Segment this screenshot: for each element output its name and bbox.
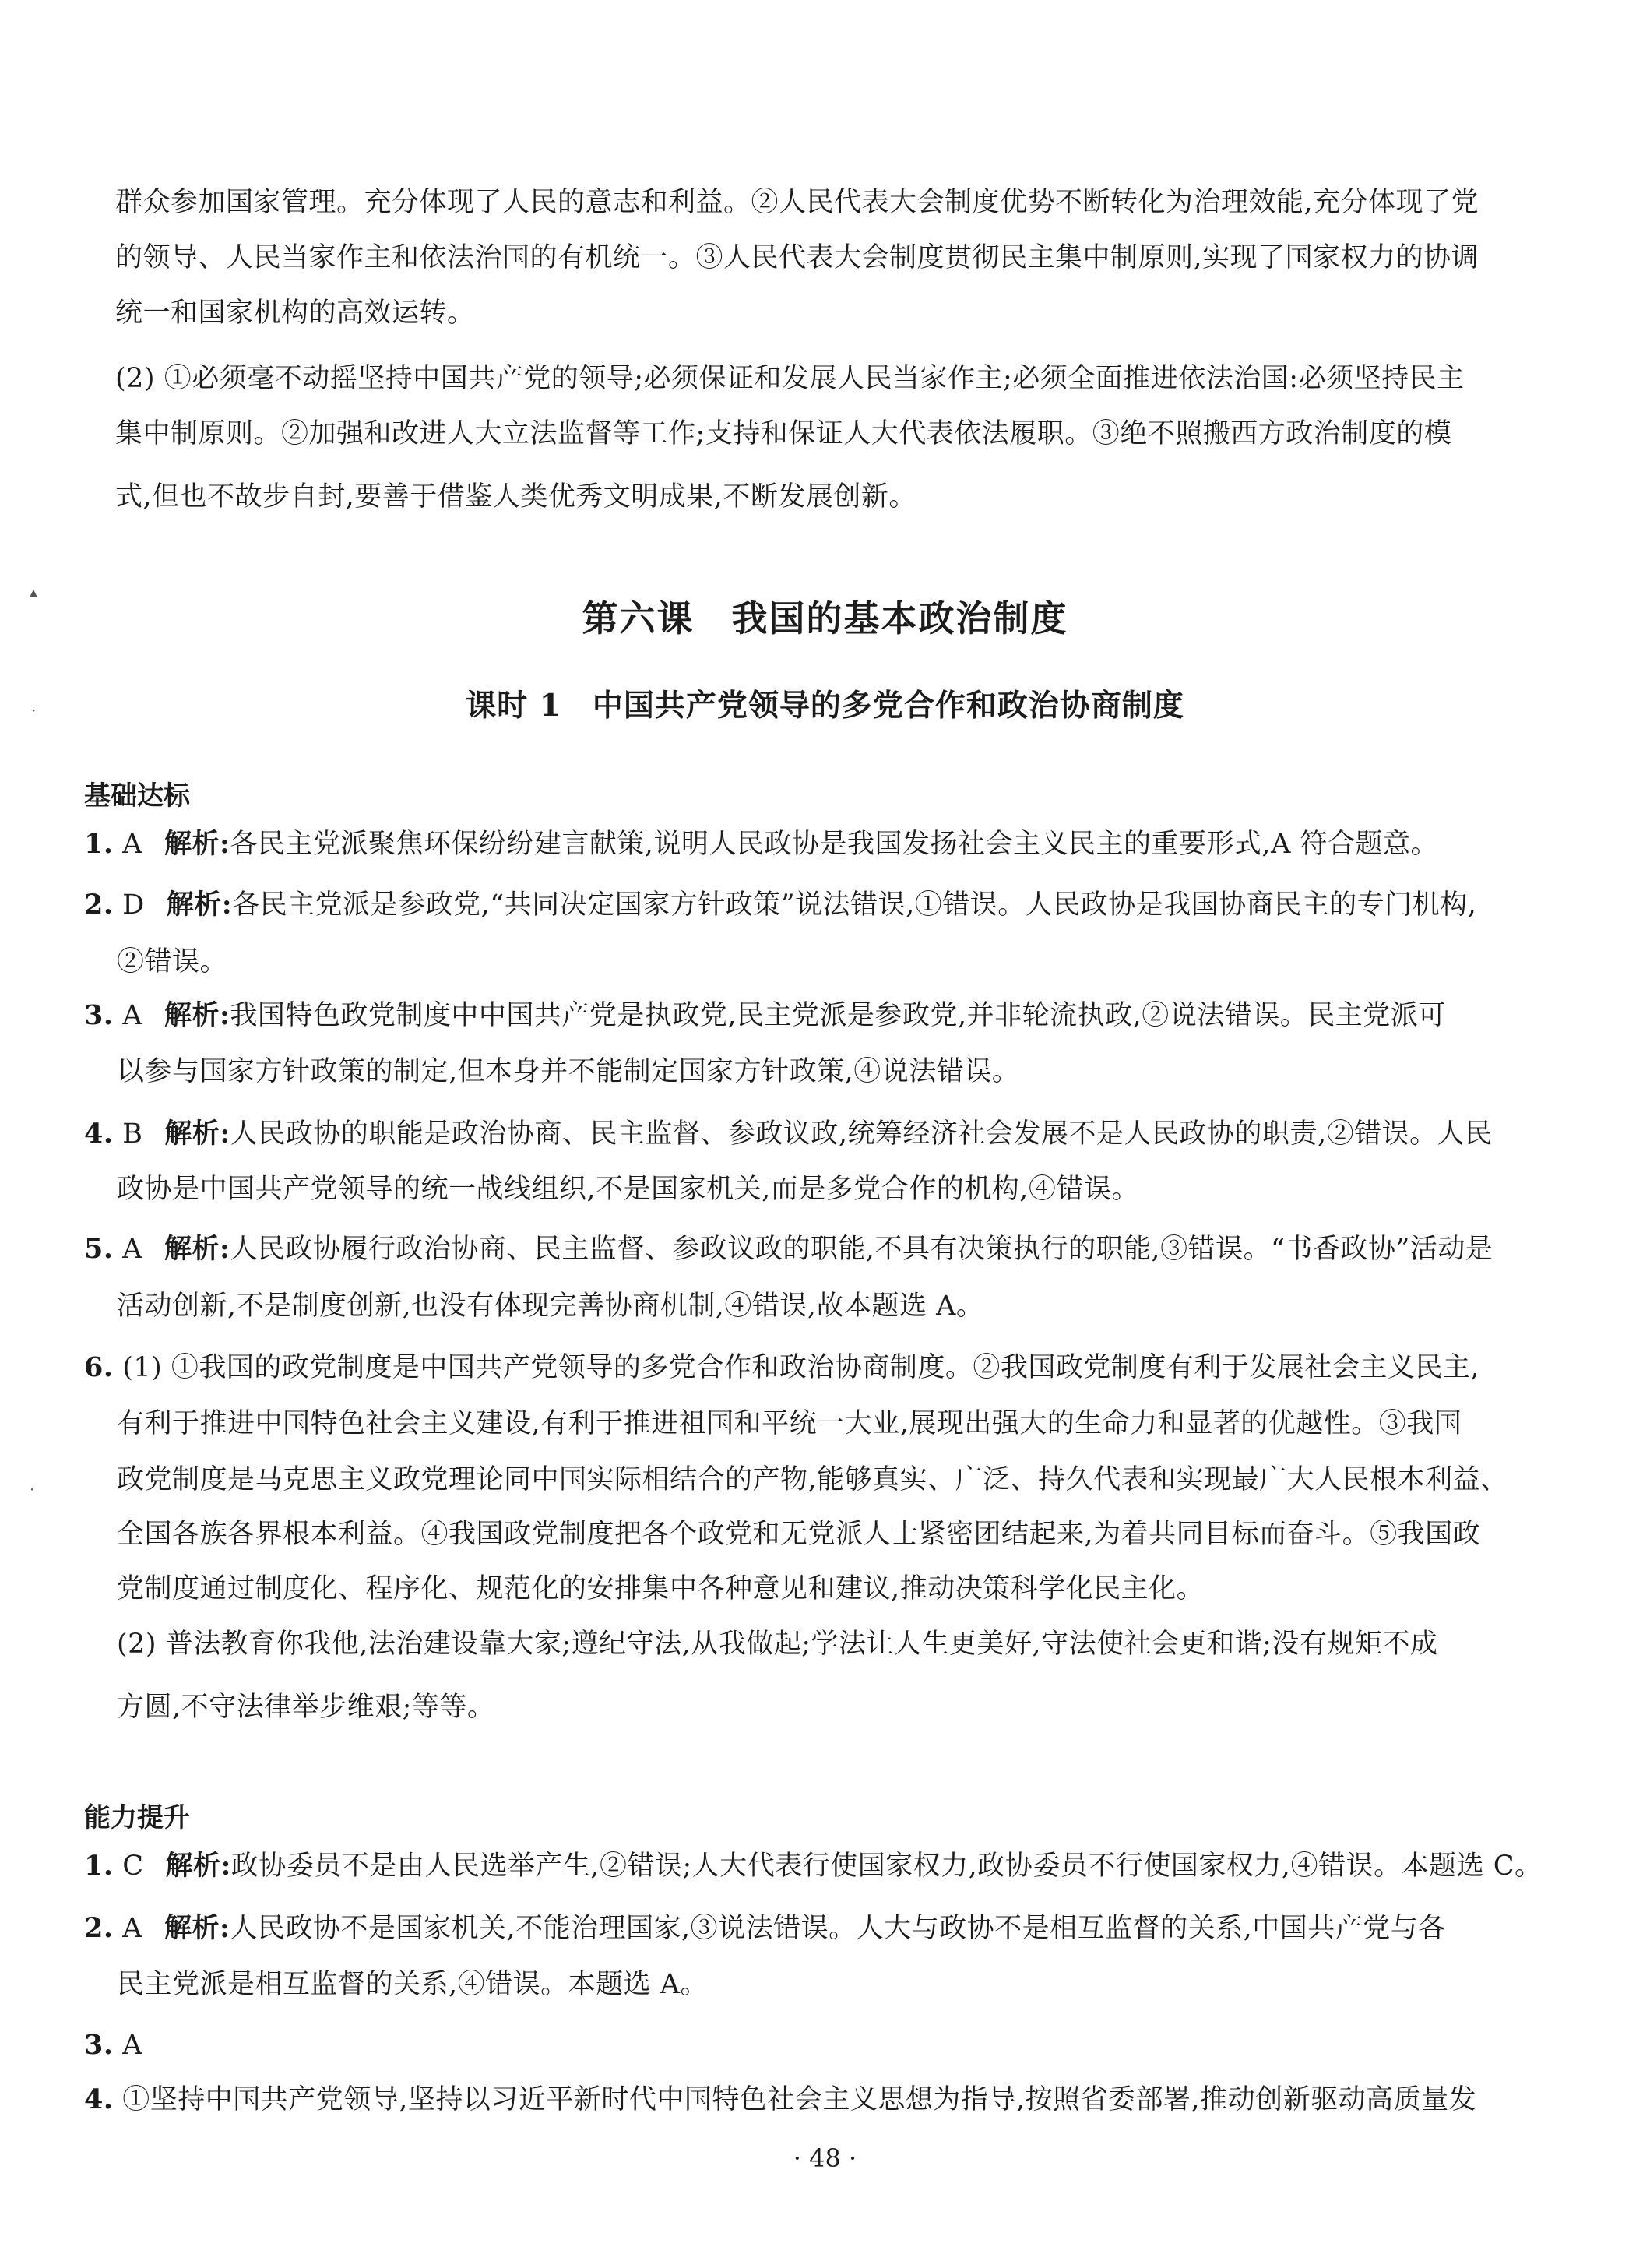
continued-line: (2) ①必须毫不动摇坚持中国共产党的领导;必须保证和发展人民当家作主;必须全面推进依法治国:必须坚持民主: [115, 363, 1465, 394]
continued-line: 群众参加国家管理。充分体现了人民的意志和利益。②人民代表大会制度优势不断转化为治理效能,充分体现了党: [115, 187, 1479, 218]
lesson-title: 第六课 我国的基本政治制度: [582, 597, 1068, 639]
answer-item: 4. ①坚持中国共产党领导,坚持以习近平新时代中国特色社会主义思想为指导,按照省委部署,推动创新驱动高质量发: [84, 2083, 1477, 2115]
scan-speck: ·: [30, 1480, 35, 1498]
answer-continuation: 政协是中国共产党领导的统一战线组织,不是国家机关,而是多党合作的机构,④错误。: [117, 1174, 1139, 1205]
scan-speck: ▴: [30, 583, 38, 601]
answer-item: 1. C 解析:政协委员不是由人民选举产生,②错误;人大代表行使国家权力,政协委员不行使国家权力,④错误。本题选 C。: [84, 1850, 1543, 1882]
continued-line: 式,但也不故步自封,要善于借鉴人类优秀文明成果,不断发展创新。: [115, 481, 916, 512]
answer-item: 2. D 解析:各民主党派是参政党,“共同决定国家方针政策”说法错误,①错误。人民政协是我国协商民主的专门机构,: [84, 889, 1477, 921]
answer-continuation: 以参与国家方针政策的制定,但本身并不能制定国家方针政策,④说法错误。: [117, 1056, 1020, 1087]
answer-continuation: 全国各族各界根本利益。④我国政党制度把各个政党和无党派人士紧密团结起来,为着共同目标而奋斗。⑤我国政: [117, 1519, 1481, 1550]
continued-line: 集中制原则。②加强和改进人大立法监督等工作;支持和保证人大代表依法履职。③绝不照搬西方政治制度的模: [115, 418, 1452, 449]
ability-heading: 能力提升: [84, 1802, 190, 1833]
answer-item: 2. A 解析:人民政协不是国家机关,不能治理国家,③说法错误。人大与政协不是相互监督的关系,中国共产党与各: [84, 1912, 1446, 1944]
answer-item: 6. (1) ①我国的政党制度是中国共产党领导的多党合作和政治协商制度。②我国政党制度有利于发展社会主义民主,: [84, 1351, 1480, 1383]
continued-line: 的领导、人民当家作主和依法治国的有机统一。③人民代表大会制度贯彻民主集中制原则,实现了国家权力的协调: [115, 242, 1479, 273]
answer-item: 3. A 解析:我国特色政党制度中中国共产党是执政党,民主党派是参政党,并非轮流执政,②说法错误。民主党派可: [84, 999, 1446, 1031]
answer-item: 1. A 解析:各民主党派聚焦环保纷纷建言献策,说明人民政协是我国发扬社会主义民主的重要形式,A 符合题意。: [84, 828, 1439, 860]
answer-item: 3. A: [84, 2029, 142, 2061]
answer-item: 5. A 解析:人民政协履行政治协商、民主监督、参政议政的职能,不具有决策执行的职能,③错误。“书香政协”活动是: [84, 1233, 1493, 1265]
page-number: · 48 ·: [793, 2143, 857, 2173]
answer-continuation: 活动创新,不是制度创新,也没有体现完善协商机制,④错误,故本题选 A。: [117, 1291, 984, 1322]
scan-speck: ·: [31, 701, 37, 720]
answer-continuation: 民主党派是相互监督的关系,④错误。本题选 A。: [117, 1969, 709, 2000]
basic-heading: 基础达标: [84, 780, 190, 812]
continued-line: 统一和国家机构的高效运转。: [115, 298, 475, 329]
answer-continuation: (2) 普法教育你我他,法治建设靠大家;遵纪守法,从我做起;学法让人生更美好,守法使社会更和谐;没有规矩不成: [117, 1629, 1438, 1660]
answer-continuation: 方圆,不守法律举步维艰;等等。: [117, 1692, 495, 1723]
answer-continuation: 政党制度是马克思主义政党理论同中国实际相结合的产物,能够真实、广泛、持久代表和实现最广大人民根本利益、: [117, 1464, 1508, 1495]
section-title: 课时 1 中国共产党领导的多党合作和政治协商制度: [466, 688, 1184, 724]
answer-item: 4. B 解析:人民政协的职能是政治协商、民主监督、参政议政,统筹经济社会发展不是人民政协的职责,②错误。人民: [84, 1118, 1493, 1150]
answer-continuation: 党制度通过制度化、程序化、规范化的安排集中各种意见和建议,推动决策科学化民主化。: [117, 1573, 1205, 1604]
answer-continuation: 有利于推进中国特色社会主义建设,有利于推进祖国和平统一大业,展现出强大的生命力和显著的优越性。③我国: [117, 1408, 1462, 1439]
answer-continuation: ②错误。: [117, 946, 228, 977]
